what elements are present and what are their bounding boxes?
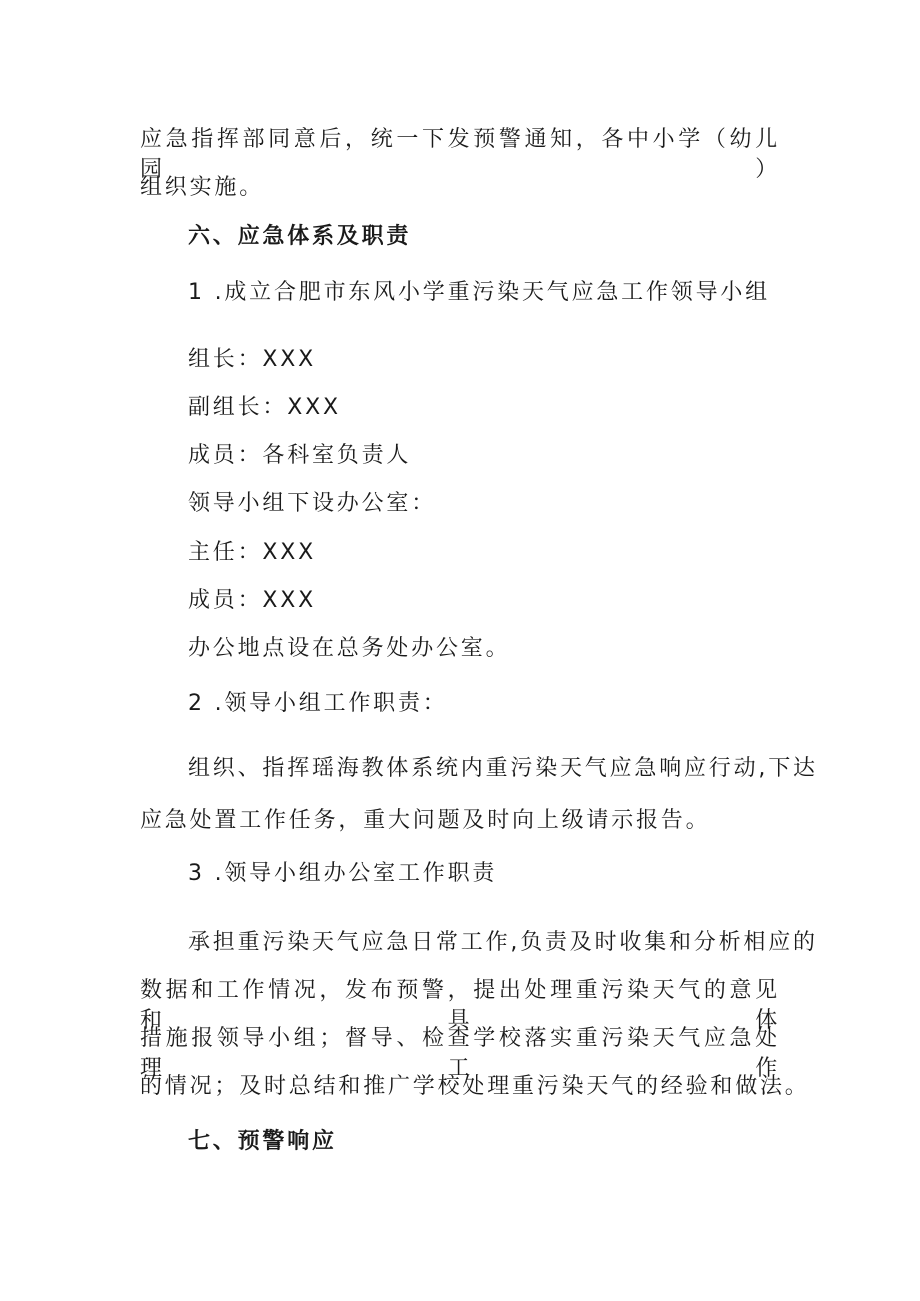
paragraph-3-line-3: 措施报领导小组；督导、检查学校落实重污染天气应急处理工作	[140, 1026, 780, 1081]
section-heading-6: 六、应急体系及职责	[188, 224, 412, 249]
subsection-2-title: 2 .领导小组工作职责：	[188, 691, 448, 716]
paragraph-2-line-2: 应急处置工作任务，重大问题及时向上级请示报告。	[140, 808, 711, 833]
paragraph-3-line-1: 承担重污染天气应急日常工作,负责及时收集和分析相应的	[188, 930, 818, 955]
team-vice-leader: 副组长：XXX	[188, 395, 341, 420]
paragraph-3-line-4: 的情况；及时总结和推广学校处理重污染天气的经验和做法。	[140, 1074, 810, 1099]
paragraph-1-line-2: 组织实施。	[140, 175, 265, 200]
team-leader: 组长：XXX	[188, 347, 317, 372]
section-heading-7: 七、预警响应	[188, 1129, 337, 1154]
office-setup: 领导小组下设办公室：	[188, 491, 437, 516]
subsection-1-title: 1 .成立合肥市东风小学重污染天气应急工作领导小组	[188, 280, 770, 305]
office-location: 办公地点设在总务处办公室。	[188, 636, 511, 661]
paragraph-2-line-1: 组织、指挥瑶海教体系统内重污染天气应急响应行动,下达	[188, 756, 818, 781]
subsection-3-title: 3 .领导小组办公室工作职责	[188, 861, 498, 886]
paragraph-1-line-1: 应急指挥部同意后，统一下发预警通知，各中小学（幼儿园）	[140, 127, 780, 182]
office-members: 成员：XXX	[188, 588, 317, 613]
paragraph-3-line-2: 数据和工作情况，发布预警，提出处理重污染天气的意见和具体	[140, 978, 780, 1033]
office-director: 主任：XXX	[188, 540, 317, 565]
team-members: 成员：各科室负责人	[188, 443, 412, 468]
